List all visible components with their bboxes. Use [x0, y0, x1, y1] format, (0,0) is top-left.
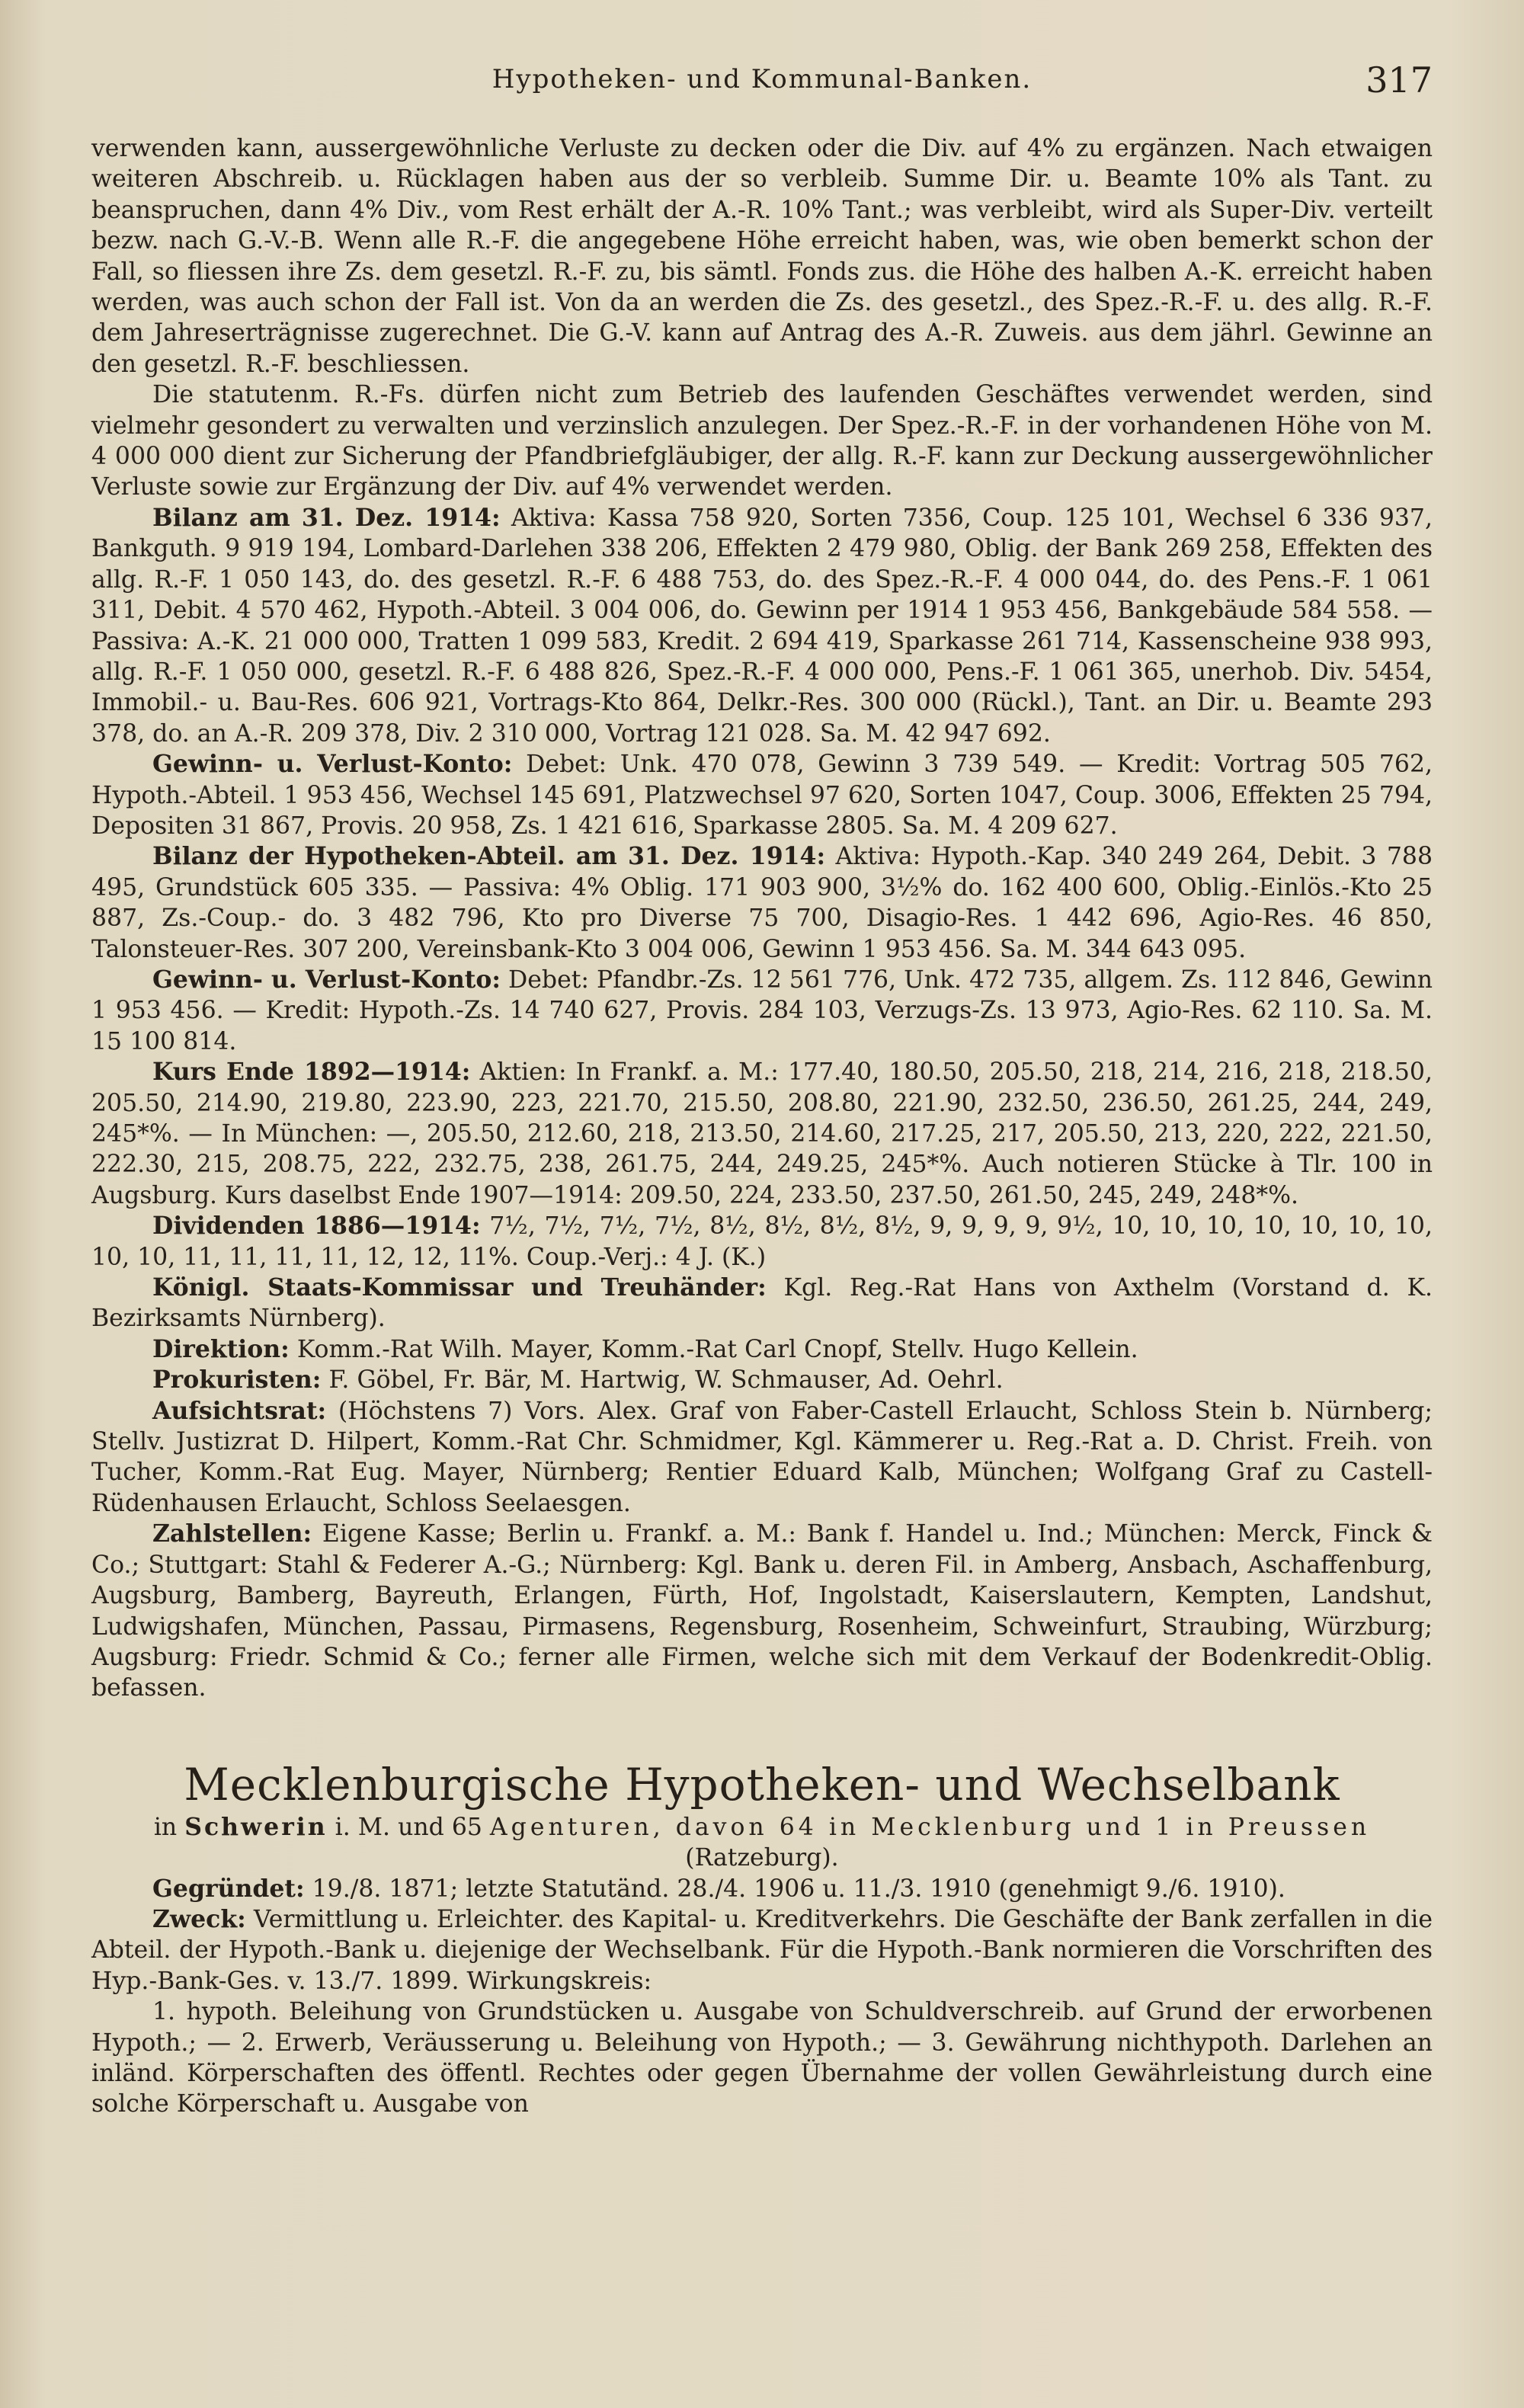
entry-guv-text: Debet: Unk. 470 078, Gewinn 3 739 549. — Kredit: Vortrag 505 762, Hypoth.-Abteil. 1 953 456, Wechsel 145 691, Platzwechsel 97 620, Sorten 1047, Coup. 3006, Effekten 25 794, Depositen 31 867, Provis. 20 958, Zs. 1 421 616, Sparkasse 2805. Sa. M. 4 209 627.	[91, 751, 1433, 840]
running-head: Hypotheken- und Kommunal-Banken.	[491, 64, 1033, 94]
entry-aufsichtsrat-head: Aufsichtsrat:	[152, 1396, 327, 1425]
entry-prokuristen	[91, 1365, 1433, 1395]
entry-zweck-head: Zweck:	[152, 1904, 246, 1933]
entry-dividenden-text: 7½, 7½, 7½, 7½, 8½, 8½, 8½, 8½, 9, 9, 9, 9, 9½, 10, 10, 10, 10, 10, 10, 10, 10, 10, 11, 11, 11, 11, 12, 12, 11%. Coup.-Verj.: 4 J. (K.)	[91, 1212, 1433, 1271]
entry-zweck-continued: 1. hypoth. Beleihung von Grundstücken u. Ausgabe von Schuldverschreib. auf Grund der erworbenen Hypoth.; — 2. Erwerb, Veräusserung u. Beleihung von Hypoth.; — 3. Gewährung nichthypoth. Darlehen an inländ. Körperschaften des öffentl. Rechtes oder gegen Übernahme der vollen Gewährleistung durch eine solche Körperschaft u. Ausgabe von	[91, 1998, 1433, 2118]
entry-bilanz-hyp	[91, 841, 1433, 965]
entry-guv-hyp-head: Gewinn- u. Verlust-Konto:	[152, 965, 501, 994]
entry-bilanz	[91, 503, 1433, 749]
entry-kurs-head: Kurs Ende 1892—1914:	[152, 1058, 471, 1087]
entry-prokuristen-head: Prokuristen:	[152, 1366, 322, 1395]
entry-aufsichtsrat	[91, 1396, 1433, 1519]
entry-prokuristen-text: F. Göbel, Fr. Bär, M. Hartwig, W. Schmauser, Ad. Oehrl.	[321, 1366, 1004, 1395]
entry-zahlstellen-text: Eigene Kasse; Berlin u. Frankf. a. M.: Bank f. Handel u. Ind.; München: Merck, Finck & Co.; Stuttgart: Stahl & Federer A.-G.; Nürnberg: Kgl. Bank u. deren Fil. in Amberg, Ansbach, Aschaffenburg, Augsburg, Bamberg, Bayreuth, Erlangen, Fürth, Hof, Ingolstadt, Kaiserslautern, Kempten, Landshut, Ludwigshafen, München, Passau, Pirmasens, Regensburg, Rosenheim, Schweinfurt, Straubing, Würzburg; Augsburg: Friedr. Schmid & Co.; ferner alle Firmen, welche sich mit dem Verkauf der Bodenkredit-Oblig. befassen.	[91, 1520, 1433, 1702]
entry-bilanz-head: Bilanz am 31. Dez. 1914:	[152, 503, 501, 532]
bank-title: Mecklenburgische Hypotheken- und Wechselbank	[184, 1758, 1340, 1811]
entry-guv-hyp	[91, 965, 1433, 1057]
entry-guv-hyp-text: Debet: Pfandbr.-Zs. 12 561 776, Unk. 472 735, allgem. Zs. 112 846, Gewinn 1 953 456. — Kredit: Hypoth.-Zs. 14 740 627, Provis. 284 103, Verzugs-Zs. 13 973, Agio-Res. 62 110. Sa. M. 15 100 814.	[91, 965, 1433, 1055]
entry-gegruendet-head: Gegründet:	[152, 1874, 305, 1903]
entry-zweck-text: Vermittlung u. Erleichter. des Kapital- u. Kreditverkehrs. Die Geschäfte der Bank zerfallen in die Abteil. der Hypoth.-Bank u. diejenige der Wechselbank. Für die Hypoth.-Bank normieren die Vorschriften des Hyp.-Bank-Ges. v. 13./7. 1899. Wirkungskreis:	[91, 1905, 1433, 1995]
paragraph-reserve-usage: Die statutenm. R.-Fs. dürfen nicht zum Betrieb des laufenden Geschäftes verwendet werden, sind vielmehr gesondert zu verwalten und verzinslich anzulegen. Der Spez.-R.-F. in der vorhandenen Höhe von M. 4 000 000 dient zur Sicherung der Pfandbriefgläubiger, der allg. R.-F. kann zur Deckung aussergewöhnlicher Verluste sowie zur Ergänzung der Div. auf 4% verwendet werden.	[91, 381, 1433, 501]
entry-dividenden	[91, 1211, 1433, 1273]
entry-kommissar-head: Königl. Staats-Kommissar und Treuhänder:	[152, 1273, 767, 1302]
entry-dividenden-head: Dividenden 1886—1914:	[152, 1212, 481, 1241]
entry-direktion-text: Komm.-Rat Wilh. Mayer, Komm.-Rat Carl Cnopf, Stellv. Hugo Kellein.	[289, 1335, 1138, 1363]
entry-kommissar-text: Kgl. Reg.-Rat Hans von Axthelm (Vorstand d. K. Bezirksamts Nürnberg).	[91, 1274, 1433, 1333]
subtitle-city: Schwerin	[184, 1812, 328, 1841]
entry-direktion	[91, 1334, 1433, 1365]
entry-guv-head: Gewinn- u. Verlust-Konto:	[152, 750, 513, 779]
entry-aufsichtsrat-text: (Höchstens 7) Vors. Alex. Graf von Faber-Castell Erlaucht, Schloss Stein b. Nürnberg; Stellv. Justizrat D. Hilpert, Komm.-Rat Chr. Schmidmer, Kgl. Kämmerer u. Reg.-Rat a. D. Christ. Freih. von Tucher, Komm.-Rat Eug. Mayer, Nürnberg; Rentier Eduard Kalb, München; Wolfgang Graf zu Castell-Rüdenhausen Erlaucht, Schloss Seelaesgen.	[91, 1397, 1433, 1517]
entry-bilanz-text: Aktiva: Kassa 758 920, Sorten 7356, Coup. 125 101, Wechsel 6 336 937, Bankguth. 9 919 194, Lombard-Darlehen 338 206, Effekten 2 479 980, Oblig. der Bank 269 258, Effekten des allg. R.-F. 1 050 143, do. des gesetzl. R.-F. 6 488 753, do. des Spez.-R.-F. 4 000 044, do. des Pens.-F. 1 061 311, Debit. 4 570 462, Hypoth.-Abteil. 3 004 006, do. Gewinn per 1914 1 953 456, Bankgebäude 584 558. — Passiva: A.-K. 21 000 000, Tratten 1 099 583, Kredit. 2 694 419, Sparkasse 261 714, Kassenscheine 938 993, allg. R.-F. 1 050 000, gesetzl. R.-F. 6 488 826, Spez.-R.-F. 4 000 000, Pens.-F. 1 061 365, unerhob. Div. 5454, Immobil.- u. Bau-Res. 606 921, Vortrags-Kto 864, Delkr.-Res. 300 000 (Rückl.), Tant. an Dir. u. Beamte 293 378, do. an A.-R. 209 378, Div. 2 310 000, Vortrag 121 028. Sa. M. 42 947 692.	[91, 504, 1433, 748]
paragraph-reserve-funds: verwenden kann, aussergewöhnliche Verluste zu decken oder die Div. auf 4% zu ergänzen. Nach etwaigen weiteren Abschreib. u. Rücklagen haben aus der so verbleib. Summe Dir. u. Beamte 10% als Tant. zu beanspruchen, dann 4% Div., vom Rest erhält der A.-R. 10% Tant.; was verbleibt, wird als Super-Div. verteilt bezw. nach G.-V.-B. Wenn alle R.-F. die angegebene Höhe erreicht haben, was, wie oben bemerkt schon der Fall, so fliessen ihre Zs. dem gesetzl. R.-F. zu, bis sämtl. Fonds zus. die Höhe des halben A.-K. erreicht haben werden, was auch schon der Fall ist. Von da an werden die Zs. des gesetzl., des Spez.-R.-F. u. des allg. R.-F. dem Jahreserträgnisse zugerechnet. Die G.-V. kann auf Antrag des A.-R. Zuweis. aus dem jährl. Gewinne an den gesetzl. R.-F. beschliessen.	[91, 135, 1433, 378]
entry-zweck	[91, 1904, 1433, 1997]
entry-kommissar	[91, 1273, 1433, 1334]
entry-kurs	[91, 1057, 1433, 1211]
entry-zahlstellen	[91, 1519, 1433, 1703]
entry-kurs-text: Aktien: In Frankf. a. M.: 177.40, 180.50, 205.50, 218, 214, 216, 218, 218.50, 205.50, 214.90, 219.80, 223.90, 223, 221.70, 215.50, 208.80, 221.90, 232.50, 236.50, 261.25, 244, 249, 245*%. — In München: —, 205.50, 212.60, 218, 213.50, 214.60, 217.25, 217, 205.50, 213, 220, 222, 221.50, 222.30, 215, 208.75, 222, 232.75, 238, 261.75, 244, 249.25, 245*%. Auch notieren Stücke à Tlr. 100 in Augsburg. Kurs daselbst Ende 1907—1914: 209.50, 224, 233.50, 237.50, 261.50, 245, 249, 248*%.	[91, 1058, 1433, 1209]
subtitle-agenturen: Agenturen, davon 64 in Mecklenburg und 1 in Preussen	[489, 1813, 1371, 1841]
entry-gegruendet	[91, 1874, 1433, 1904]
subtitle-post: (Ratzeburg).	[685, 1844, 839, 1872]
entry-bilanz-hyp-head: Bilanz der Hypotheken-Abteil. am 31. Dez. 1914:	[152, 842, 826, 871]
page-number: 317	[1366, 59, 1433, 101]
entry-bilanz-hyp-text: Aktiva: Hypoth.-Kap. 340 249 264, Debit. 3 788 495, Grundstück 605 335. — Passiva: 4% Oblig. 171 903 900, 3½% do. 162 400 600, Oblig.-Einlös.-Kto 25 887, Zs.-Coup.- do. 3 482 796, Kto pro Diverse 75 700, Disagio-Res. 1 442 696, Agio-Res. 46 850, Talonsteuer-Res. 307 200, Vereinsbank-Kto 3 004 006, Gewinn 1 953 456. Sa. M. 344 643 095.	[91, 843, 1433, 963]
entry-guv	[91, 749, 1433, 841]
subtitle-pre: in	[153, 1813, 185, 1841]
entry-gegruendet-text: 19./8. 1871; letzte Statutänd. 28./4. 1906 u. 11./3. 1910 (genehmigt 9./6. 1910).	[304, 1875, 1285, 1903]
page-body	[91, 133, 1433, 2120]
mecklenburg-title-block	[91, 1757, 1433, 1874]
entry-zahlstellen-head: Zahlstellen:	[152, 1519, 312, 1548]
subtitle-mid: i. M. und 65	[327, 1813, 490, 1841]
bank-subtitle	[91, 1812, 1433, 1874]
page-header	[91, 59, 1433, 105]
entry-direktion-head: Direktion:	[152, 1334, 290, 1363]
